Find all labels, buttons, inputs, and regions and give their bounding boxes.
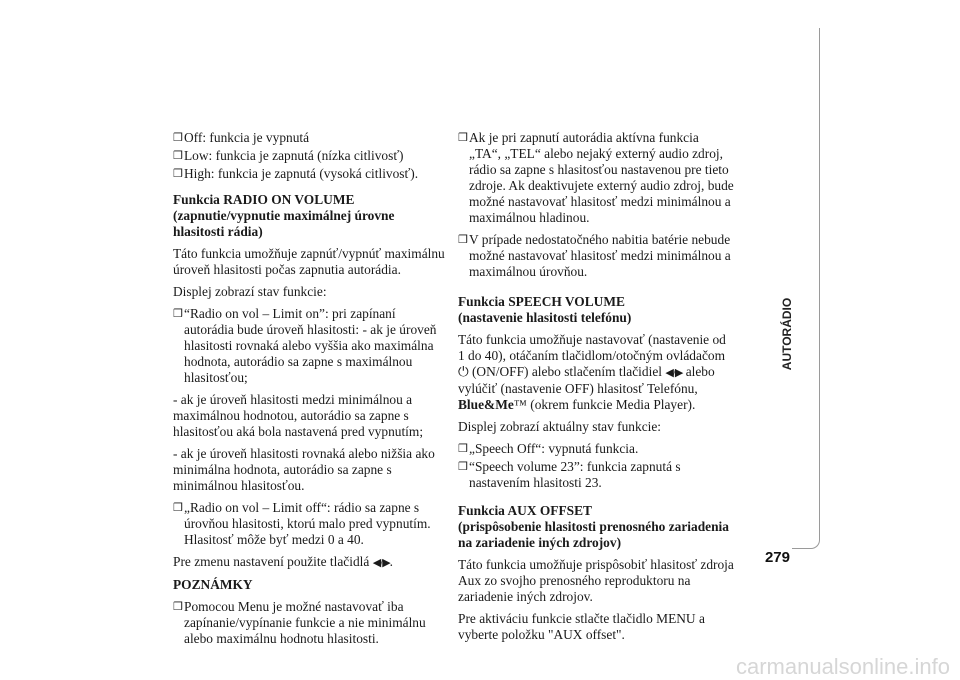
list-item bbox=[173, 130, 445, 146]
paragraph-text: alebo vylúčiť (nastavenie OFF) hlasitosť Telefónu, bbox=[458, 364, 715, 396]
arrow-left-right-icon: ◀/▶ bbox=[372, 557, 390, 569]
right-column bbox=[458, 130, 734, 649]
checkbox-icon: ❒ bbox=[173, 168, 183, 180]
list-item bbox=[173, 166, 445, 182]
left-column bbox=[173, 130, 445, 653]
paragraph: Táto funkcia umožňuje zapnúť/vypnúť maximálnu úroveň hlasitosti počas zapnutia autorádia. bbox=[173, 246, 445, 277]
checkbox-icon: ❒ bbox=[173, 132, 183, 144]
paragraph-text: (ON/OFF) alebo stlačením tlačidiel bbox=[471, 364, 662, 379]
paragraph: - ak je úroveň hlasitosti rovnaká alebo nižšia ako minimálna hodnota, autorádio sa zapne s minimálnou hlasitosťou. bbox=[173, 446, 435, 493]
paragraph bbox=[173, 554, 445, 571]
list-item bbox=[458, 441, 734, 457]
paragraph-text: Pre zmenu nastavení použite tlačidlá bbox=[173, 554, 370, 569]
section-heading-speech-volume bbox=[458, 294, 734, 326]
list-item bbox=[173, 599, 445, 647]
checkbox-icon: ❒ bbox=[458, 234, 468, 246]
section-tab-label: AUTORÁDIO bbox=[780, 297, 795, 371]
paragraph: Táto funkcia umožňuje prispôsobiť hlasitosť zdroja Aux zo svojho prenosného reproduktoru na zariadenie iných zdrojov. bbox=[458, 557, 734, 604]
paragraph-text: Táto funkcia umožňuje nastavovať (nastavenie od 1 do 40), otáčaním tlačidlom/otočným ovládačom bbox=[458, 332, 726, 363]
paragraph-end: . bbox=[389, 554, 394, 569]
paragraph-text: ™ (okrem funkcie Media Player). bbox=[513, 397, 696, 412]
list-item-text: V prípade nedostatočného nabitia batérie nebude možné nastavovať hlasitosť medzi minimálnou a maximálnou úrovňou. bbox=[469, 232, 731, 279]
heading-title: Funkcia AUX OFFSET bbox=[458, 503, 592, 518]
heading-subtitle: (zapnutie/vypnutie maximálnej úrovne hlasitosti rádia) bbox=[173, 208, 395, 239]
section-tab bbox=[772, 297, 802, 371]
page-number: 279 bbox=[764, 549, 790, 566]
heading-subtitle: (prispôsobenie hlasitosti prenosného zariadenia na zariadenie iných zdrojov) bbox=[458, 519, 729, 550]
paragraph: Displej zobrazí stav funkcie: bbox=[173, 284, 327, 299]
list-item bbox=[173, 500, 445, 548]
list-item-text: Pomocou Menu je možné nastavovať iba zapínanie/vypínanie funkcie a nie minimálnu alebo maximálnu hodnotu hlasitosti. bbox=[184, 599, 426, 646]
watermark: carmanualsonline.info bbox=[735, 654, 950, 679]
checkbox-icon: ❒ bbox=[458, 461, 468, 473]
list-item-text: “Speech volume 23”: funkcia zapnutá s nastavením hlasitosti 23. bbox=[469, 459, 681, 490]
list-item-text: “Radio on vol – Limit on”: pri zapínaní autorádia bude úroveň hlasitosti: - ak je úroveň hlasitosti rovnaká alebo vyššia ako maximálna hodnota, autorádio sa zapne s maximálnou hlasitosťou; bbox=[184, 306, 437, 385]
arrow-left-right-icon: ◀/▶ bbox=[665, 367, 683, 379]
list-item bbox=[458, 130, 734, 226]
paragraph: Displej zobrazí aktuálny stav funkcie: bbox=[458, 419, 662, 434]
brand-name: Blue&Me bbox=[458, 397, 514, 412]
list-item-text: „Speech Off“: vypnutá funkcia. bbox=[469, 441, 639, 456]
list-item-text: Ak je pri zapnutí autorádia aktívna funkcia „TA“, „TEL“ alebo nejaký externý audio zdroj, rádio sa zapne s hlasitosťou nastavenou pre tieto zdroje. Ak deaktivujete externý audio zdroj, bude možné nastavovať hlasitosť medzi minimálnou a maximálnou hladinou. bbox=[469, 130, 734, 225]
checkbox-icon: ❒ bbox=[173, 150, 183, 162]
notes-heading: POZNÁMKY bbox=[173, 577, 253, 592]
list-item bbox=[458, 232, 734, 280]
list-item-text: Low: funkcia je zapnutá (nízka citlivosť) bbox=[184, 148, 404, 163]
paragraph bbox=[458, 332, 734, 413]
paragraph: - ak je úroveň hlasitosti medzi minimálnou a maximálnou hodnotou, autorádio sa zapne s hlasitosťou aká bola nastavená pred vypnutím; bbox=[173, 392, 424, 439]
section-heading-aux-offset bbox=[458, 503, 734, 551]
list-item bbox=[458, 459, 734, 491]
list-item bbox=[173, 306, 445, 386]
power-icon: ⏻ bbox=[458, 364, 469, 379]
heading-subtitle: (nastavenie hlasitosti telefónu) bbox=[458, 310, 632, 325]
list-item bbox=[173, 148, 445, 164]
checkbox-icon: ❒ bbox=[458, 443, 468, 455]
heading-title: Funkcia RADIO ON VOLUME bbox=[173, 192, 355, 207]
list-item-text: Off: funkcia je vypnutá bbox=[184, 130, 310, 145]
heading-title: Funkcia SPEECH VOLUME bbox=[458, 294, 625, 309]
page-edge-line bbox=[792, 28, 820, 549]
checkbox-icon: ❒ bbox=[173, 601, 183, 613]
checkbox-icon: ❒ bbox=[173, 308, 183, 320]
checkbox-icon: ❒ bbox=[173, 502, 183, 514]
checkbox-icon: ❒ bbox=[458, 132, 468, 144]
list-item-text: High: funkcia je zapnutá (vysoká citlivosť). bbox=[184, 166, 419, 181]
list-item-text: „Radio on vol – Limit off“: rádio sa zapne s úrovňou hlasitosti, ktorú malo pred vypnutím. Hlasitosť môže byť medzi 0 a 40. bbox=[184, 500, 431, 547]
section-heading-radio-on-volume bbox=[173, 192, 445, 240]
paragraph: Pre aktiváciu funkcie stlačte tlačidlo MENU a vyberte položku "AUX offset". bbox=[458, 611, 705, 642]
